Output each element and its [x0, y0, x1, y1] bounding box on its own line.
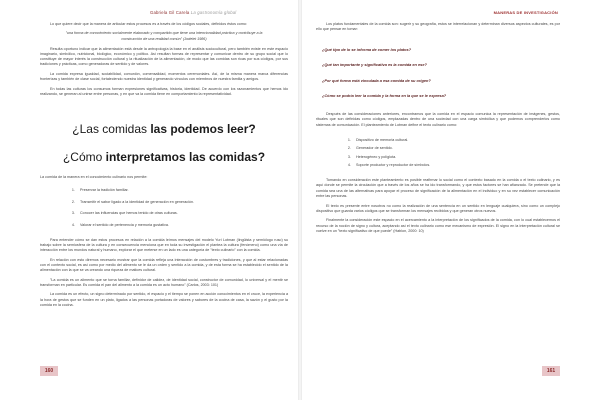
section-heading-2 [40, 149, 288, 165]
paragraph: Los platos fundamentales de la comida son: sugerir y su geografía, estos se interrelacionan y determinan diversos aspectos culturales, es por ello que pensar en tomar: [316, 22, 560, 32]
paragraph: La comida expresa igualdad, sociabilidad, comunión, comensalidad, momentos ceremoniales. Así, de la misma manera marca diferencias fronterizas y también de clase social, fortaleciendo nuestra identidad y generando vínculos con miembros de nuestra familia y amigos. [40, 71, 288, 82]
paragraph: La comida es un efecto, un signo determinado por sentido, el espacio y el tiempo se ponen en acción conocimientos en el cruce, la experiencia a la hora de gestos que se funden en un plato, ligados a las personas portadoras de valores y sabores de la cocina de casa, la sazón y el gusto por la comida en la cocina. [40, 292, 288, 308]
paragraph: Después de las consideraciones anteriores, encontramos que la comida en el espacio comunica la representación de imágenes, gestos, rituales que son definidas como códigos, emplazadas dentro de una sociedad con una carga simbólica y que podemos comprenderlos como sistemas de comunicación. El planteamiento de Lotman define el texto culinario como: [316, 112, 560, 127]
question: ¿Qué tan importante y significativa es la comida en ese? [322, 62, 427, 68]
paragraph: El texto es presente entre nosotros no como la realización de una sentencia en un sentido en lenguaje cualquiera, sino como un complejo dispositivo que guarda varios códigos que se transforman los mensajes recibidos y que generan otros nuevos. [316, 203, 560, 213]
running-head-author: Gabriela Gil Carela [150, 10, 190, 15]
list-intro: La comida de la manera en el conocimiento culinario nos permite: [40, 175, 148, 180]
list-item: 3. Conocer las influencias que hemos tenido de otras culturas. [76, 211, 288, 216]
paragraph: Resulta oportuno indicar que la alimentación está desde la antropología la base en el análisis sociocultural, pero también existe en este espacio imaginario, simbólico, nutricional, biológico, económico y político. Así resultan formas de representar y comunicar dentro de su grupo social que lo constituye de mayor interés la construcción cultural y la ritualización de la alimentación, de modo que las comidas son ricas por sus códigos, por sus tradiciones y prácticas, como generadoras de sentido y de valores. [40, 46, 288, 67]
paragraph: En todas las culturas los consumos forman expresiones significativas, historia, identidad. De acuerdo con los razonamientos que hemos ido realizando, se generan al unirse entre personas, y en que va la comida tiene en comportamiento la representatividad. [40, 86, 288, 97]
list-item: 3. Heterogéneo y políglota. [352, 155, 560, 160]
section-heading-1 [40, 121, 288, 137]
question: ¿Cómo se podría leer la comida y la forma en la que se le expresa? [322, 93, 447, 99]
left-page-body [40, 22, 288, 313]
right-page-body [316, 22, 560, 238]
page-number-left: 160 [40, 366, 58, 376]
running-head-subtitle: La gastronomía global [190, 10, 237, 15]
running-head-right: MANERAS DE INVESTIGACIÓN [493, 10, 558, 15]
question: ¿Qué tipo de lo se informa de comer los platos? [322, 46, 412, 52]
heading-plain-part: ¿Cómo [62, 150, 106, 165]
list-item: 4. Valorar el sentido de pertenencia y memoria gustativa. [76, 223, 288, 228]
text-characteristics-list [316, 138, 560, 168]
list-item: 2. Generador de sentido. [352, 146, 560, 151]
question: ¿Por qué forma está vinculada a esa comida de su origen? [322, 77, 431, 83]
heading-bold-part: interpretamos las comidas? [105, 150, 266, 165]
list-item: 2. Transmitir el sabor ligado a la identidad de generación en generación. [76, 200, 288, 205]
page-number-right: 161 [542, 366, 560, 376]
benefits-list [40, 188, 288, 227]
block-quote: "una forma de conocimiento socialmente elaborado y compartido que tiene una intencionalidad práctica y contribuye a la construcción de una realidad común" (Jodelet 1986) [65, 31, 263, 41]
book-gutter [298, 0, 302, 400]
list-item: 1. Dispositivo de memoria cultural. [352, 138, 560, 143]
paragraph: En relación con esto diremos necesario mostrar que la comida refleja una interacción de costumbres y tradiciones, y que al estar relacionadas con el contexto social, es así como por medio del alimento se le da un orden y sentido a la comida, y de esta forma se ha establecido el sentido de la alimentación con la que se va creando una riqueza de matices cultural. [40, 257, 288, 273]
list-item: 1. Preservar la tradición familiar. [76, 188, 288, 193]
paragraph: Tomando en consideración este planteamiento es posible reafirmar lo social como el contexto basado en la comida o el texto culinario, y es aquí donde se permite la circulación que a través de los años se ha ido transformando, y que estos factores se han afianzado. Se pretende que la comida sea una de las alternativas para apoyar el proceso de significación de la alimentación en el individuo y en su vez establecer comunicación entre las personas. [316, 178, 560, 199]
heading-bold-part: las podemos leer? [150, 122, 256, 137]
list-item: 4. Soporte productor y reproductor de símbolos. [352, 163, 560, 168]
running-head-left [150, 10, 236, 15]
heading-plain-part: ¿Las comidas [72, 122, 151, 137]
paragraph: Lo que quiere decir que la manera de articular estos procesos es a través de los códigos sociales, definidos éstos como: [50, 22, 247, 26]
paragraph: Finalmente la consideración este espacio en el acercamiento a la interpretación de los significados de la comida, con lo cual establecemos el recurso de la noción de signo y cultura, aceptando así el texto culinario como ese mecanismo de expresión. El signo en la interpretación cultural se vuelve en un "texto significativo de que puede" (Hablon, 2000: 10) [316, 218, 560, 233]
paragraph: "La comida es un alimento que se torna familiar, definidor de calidez, de identidad social, constructor de comunidad, lo universal y el mentir se transforman en particular. Es comida el pan del alimento a la comida es un acto humano" (Carlos, 2003: 101) [40, 277, 288, 287]
paragraph: Para entender cómo se dan estos procesos en relación a la comida leímos mensajes del modelo Yuri Lotman (lingüista y semiólogo ruso) su trabajo sobre la semiosfera de la cultura y en consecuencia menciona que en toda su investigación el plantea la cultura (fenómeno) como una vía de interacción entre los mundos natural y humano, explorar el que meterse en un lado es una categoría de "texto culinario" con la comida. [40, 237, 288, 253]
